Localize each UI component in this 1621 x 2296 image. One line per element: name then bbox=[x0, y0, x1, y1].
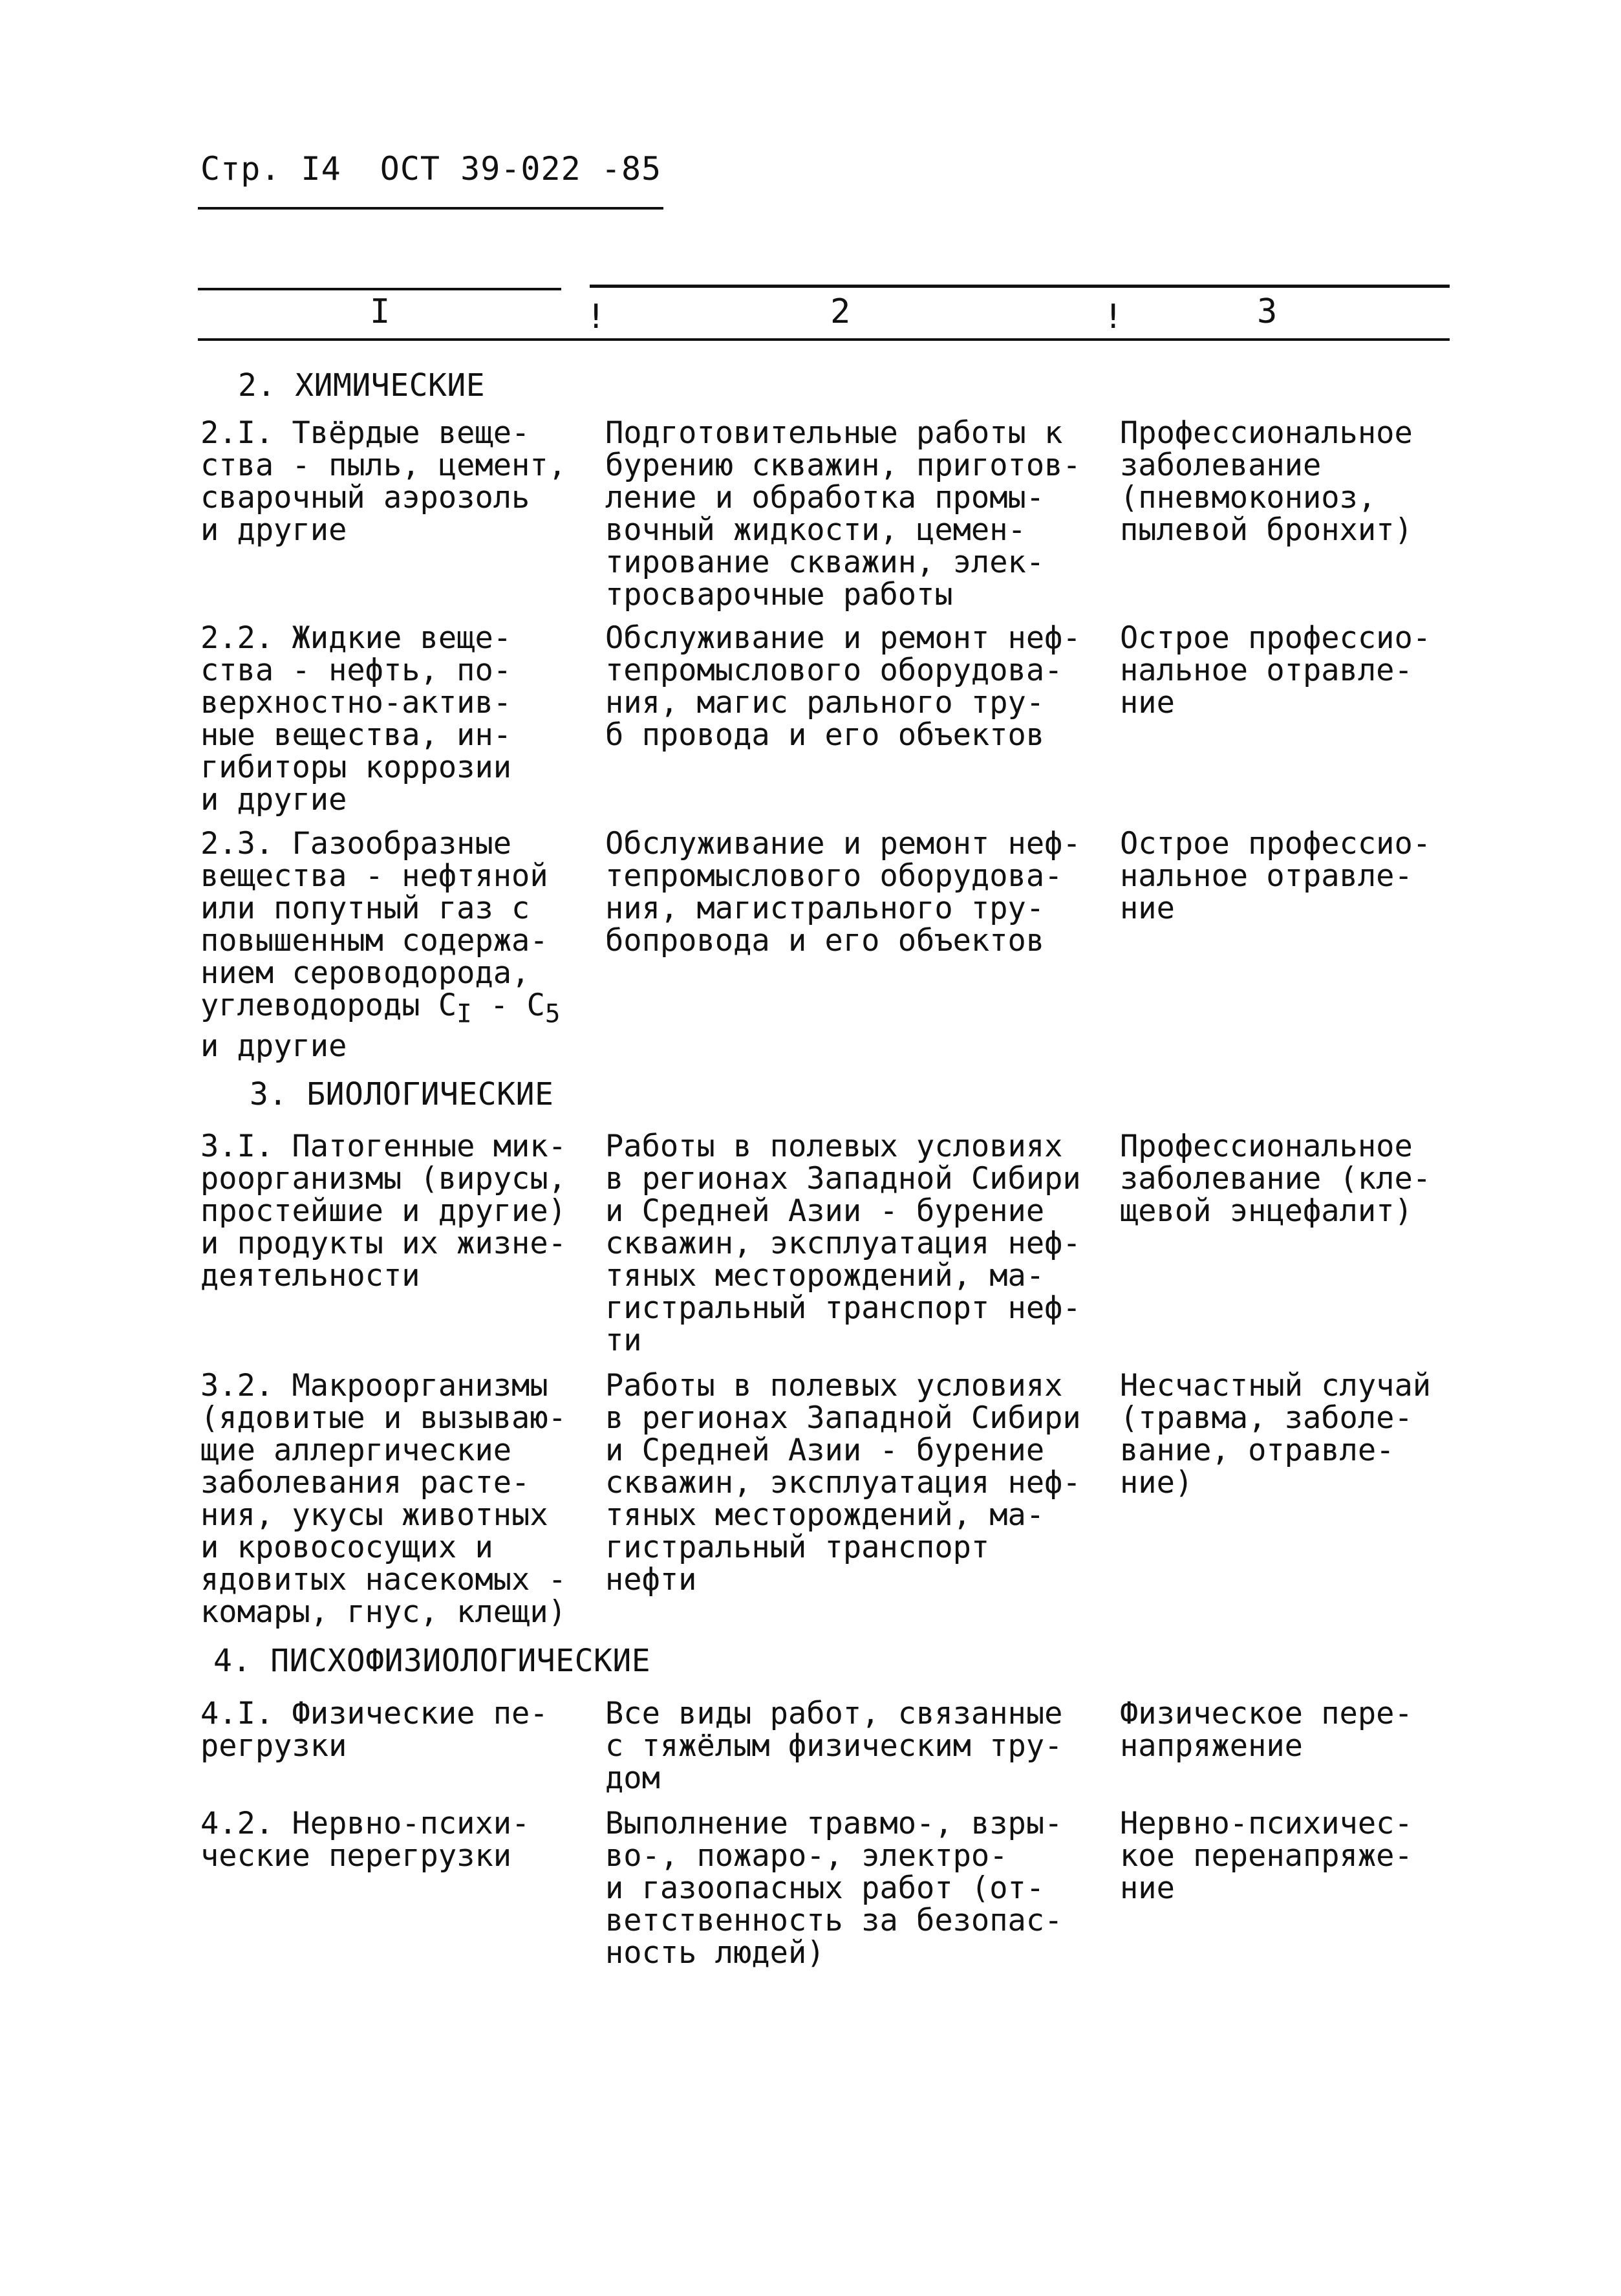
factor-cell: 4.I. Физические пе- регрузки bbox=[200, 1696, 548, 1764]
column-separator-2: ! bbox=[1103, 298, 1124, 336]
factor-cell: 4.2. Нервно-психи- ческие перегрузки bbox=[200, 1806, 530, 1874]
outcome-cell: Несчастный случай (травма, заболе- вание, отравле- ние) bbox=[1120, 1368, 1432, 1500]
factor-text: - C bbox=[471, 988, 545, 1023]
outcome-cell: Острое профессио- нальное отравле- ние bbox=[1120, 620, 1432, 720]
outcome-cell: Физическое пере- напряжение bbox=[1120, 1696, 1413, 1764]
factor-cell: 2.2. Жидкие веще- ства - нефть, по- верхностно-актив- ные вещества, ин- гибиторы коррозии и другие bbox=[200, 620, 512, 818]
works-cell: Подготовительные работы к бурению скважин, приготов- ление и обработка промы- вочный жидкости, цемен- тирование скважин, элек- тросварочные работы bbox=[605, 415, 1081, 612]
factor-text: 2.3. Газообразные вещества - нефтяной или попутный газ с повышенным содержа- нием сероводорода, углеводороды C bbox=[200, 826, 548, 1023]
factor-cell: 2.I. Твёрдые веще- ства - пыль, цемент, сварочный аэрозоль и другие bbox=[200, 415, 566, 548]
factor-cell bbox=[200, 828, 561, 1063]
section-title-biological: 3. БИОЛОГИЧЕСКИЕ bbox=[250, 1076, 554, 1112]
factor-cell: 3.I. Патогенные мик- роорганизмы (вирусы, простейшие и другие) и продукты их жизне- деятельности bbox=[200, 1129, 566, 1294]
subscript: I bbox=[456, 999, 472, 1029]
works-cell: Обслуживание и ремонт неф- тепромыслового оборудова- ния, магистрального тру- бопровода и его объектов bbox=[605, 826, 1081, 958]
outcome-cell: Профессиональное заболевание (пневмокониоз, пылевой бронхит) bbox=[1120, 415, 1413, 548]
factor-text: и другие bbox=[200, 1028, 347, 1065]
document-code: ОСТ 39-022 -85 bbox=[380, 150, 662, 188]
page-number: Стр. I4 bbox=[200, 150, 341, 188]
section-title-psychophysiological: 4. ПИСХОФИЗИОЛОГИЧЕСКИЕ bbox=[213, 1643, 651, 1679]
column-header-1: I bbox=[370, 292, 391, 331]
table-header-rule bbox=[198, 338, 1450, 341]
subscript: 5 bbox=[544, 999, 561, 1029]
works-cell: Работы в полевых условиях в регионах Западной Сибири и Средней Азии - бурение скважин, эксплуатация неф- тяных месторождений, ма- гистральный транспорт неф- ти bbox=[605, 1129, 1081, 1358]
outcome-cell: Нервно-психичес- кое перенапряже- ние bbox=[1120, 1806, 1413, 1906]
column-header-2: 2 bbox=[830, 292, 851, 331]
section-title-chemical: 2. ХИМИЧЕСКИЕ bbox=[238, 367, 486, 404]
column-header-3: 3 bbox=[1257, 292, 1278, 331]
works-cell: Обслуживание и ремонт неф- тепромыслового оборудова- ния, магис рального тру- б провода и его объектов bbox=[605, 620, 1081, 753]
factor-cell: 3.2. Макроорганизмы (ядовитые и вызываю- щие аллергические заболевания расте- ния, укусы животных и кровососущих и ядовитых насекомых - комары, гнус, клещи) bbox=[200, 1368, 566, 1630]
table-top-rule-left bbox=[198, 288, 561, 290]
works-cell: Все виды работ, связанные с тяжёлым физическим тру- дом bbox=[605, 1696, 1063, 1796]
works-cell: Выполнение травмо-, взры- во-, пожаро-, электро- и газоопасных работ (от- ветственность за безопас- ность людей) bbox=[605, 1806, 1063, 1971]
page-header bbox=[200, 150, 700, 188]
outcome-cell: Острое профессио- нальное отравле- ние bbox=[1120, 826, 1432, 926]
column-separator-1: ! bbox=[586, 298, 607, 336]
outcome-cell: Профессиональное заболевание (кле- щевой энцефалит) bbox=[1120, 1129, 1432, 1229]
header-underline bbox=[198, 207, 663, 210]
table-top-rule-right bbox=[590, 285, 1450, 288]
works-cell: Работы в полевых условиях в регионах Западной Сибири и Средней Азии - бурение скважин, эксплуатация неф- тяных месторождений, ма- гистральный транспорт нефти bbox=[605, 1368, 1081, 1597]
